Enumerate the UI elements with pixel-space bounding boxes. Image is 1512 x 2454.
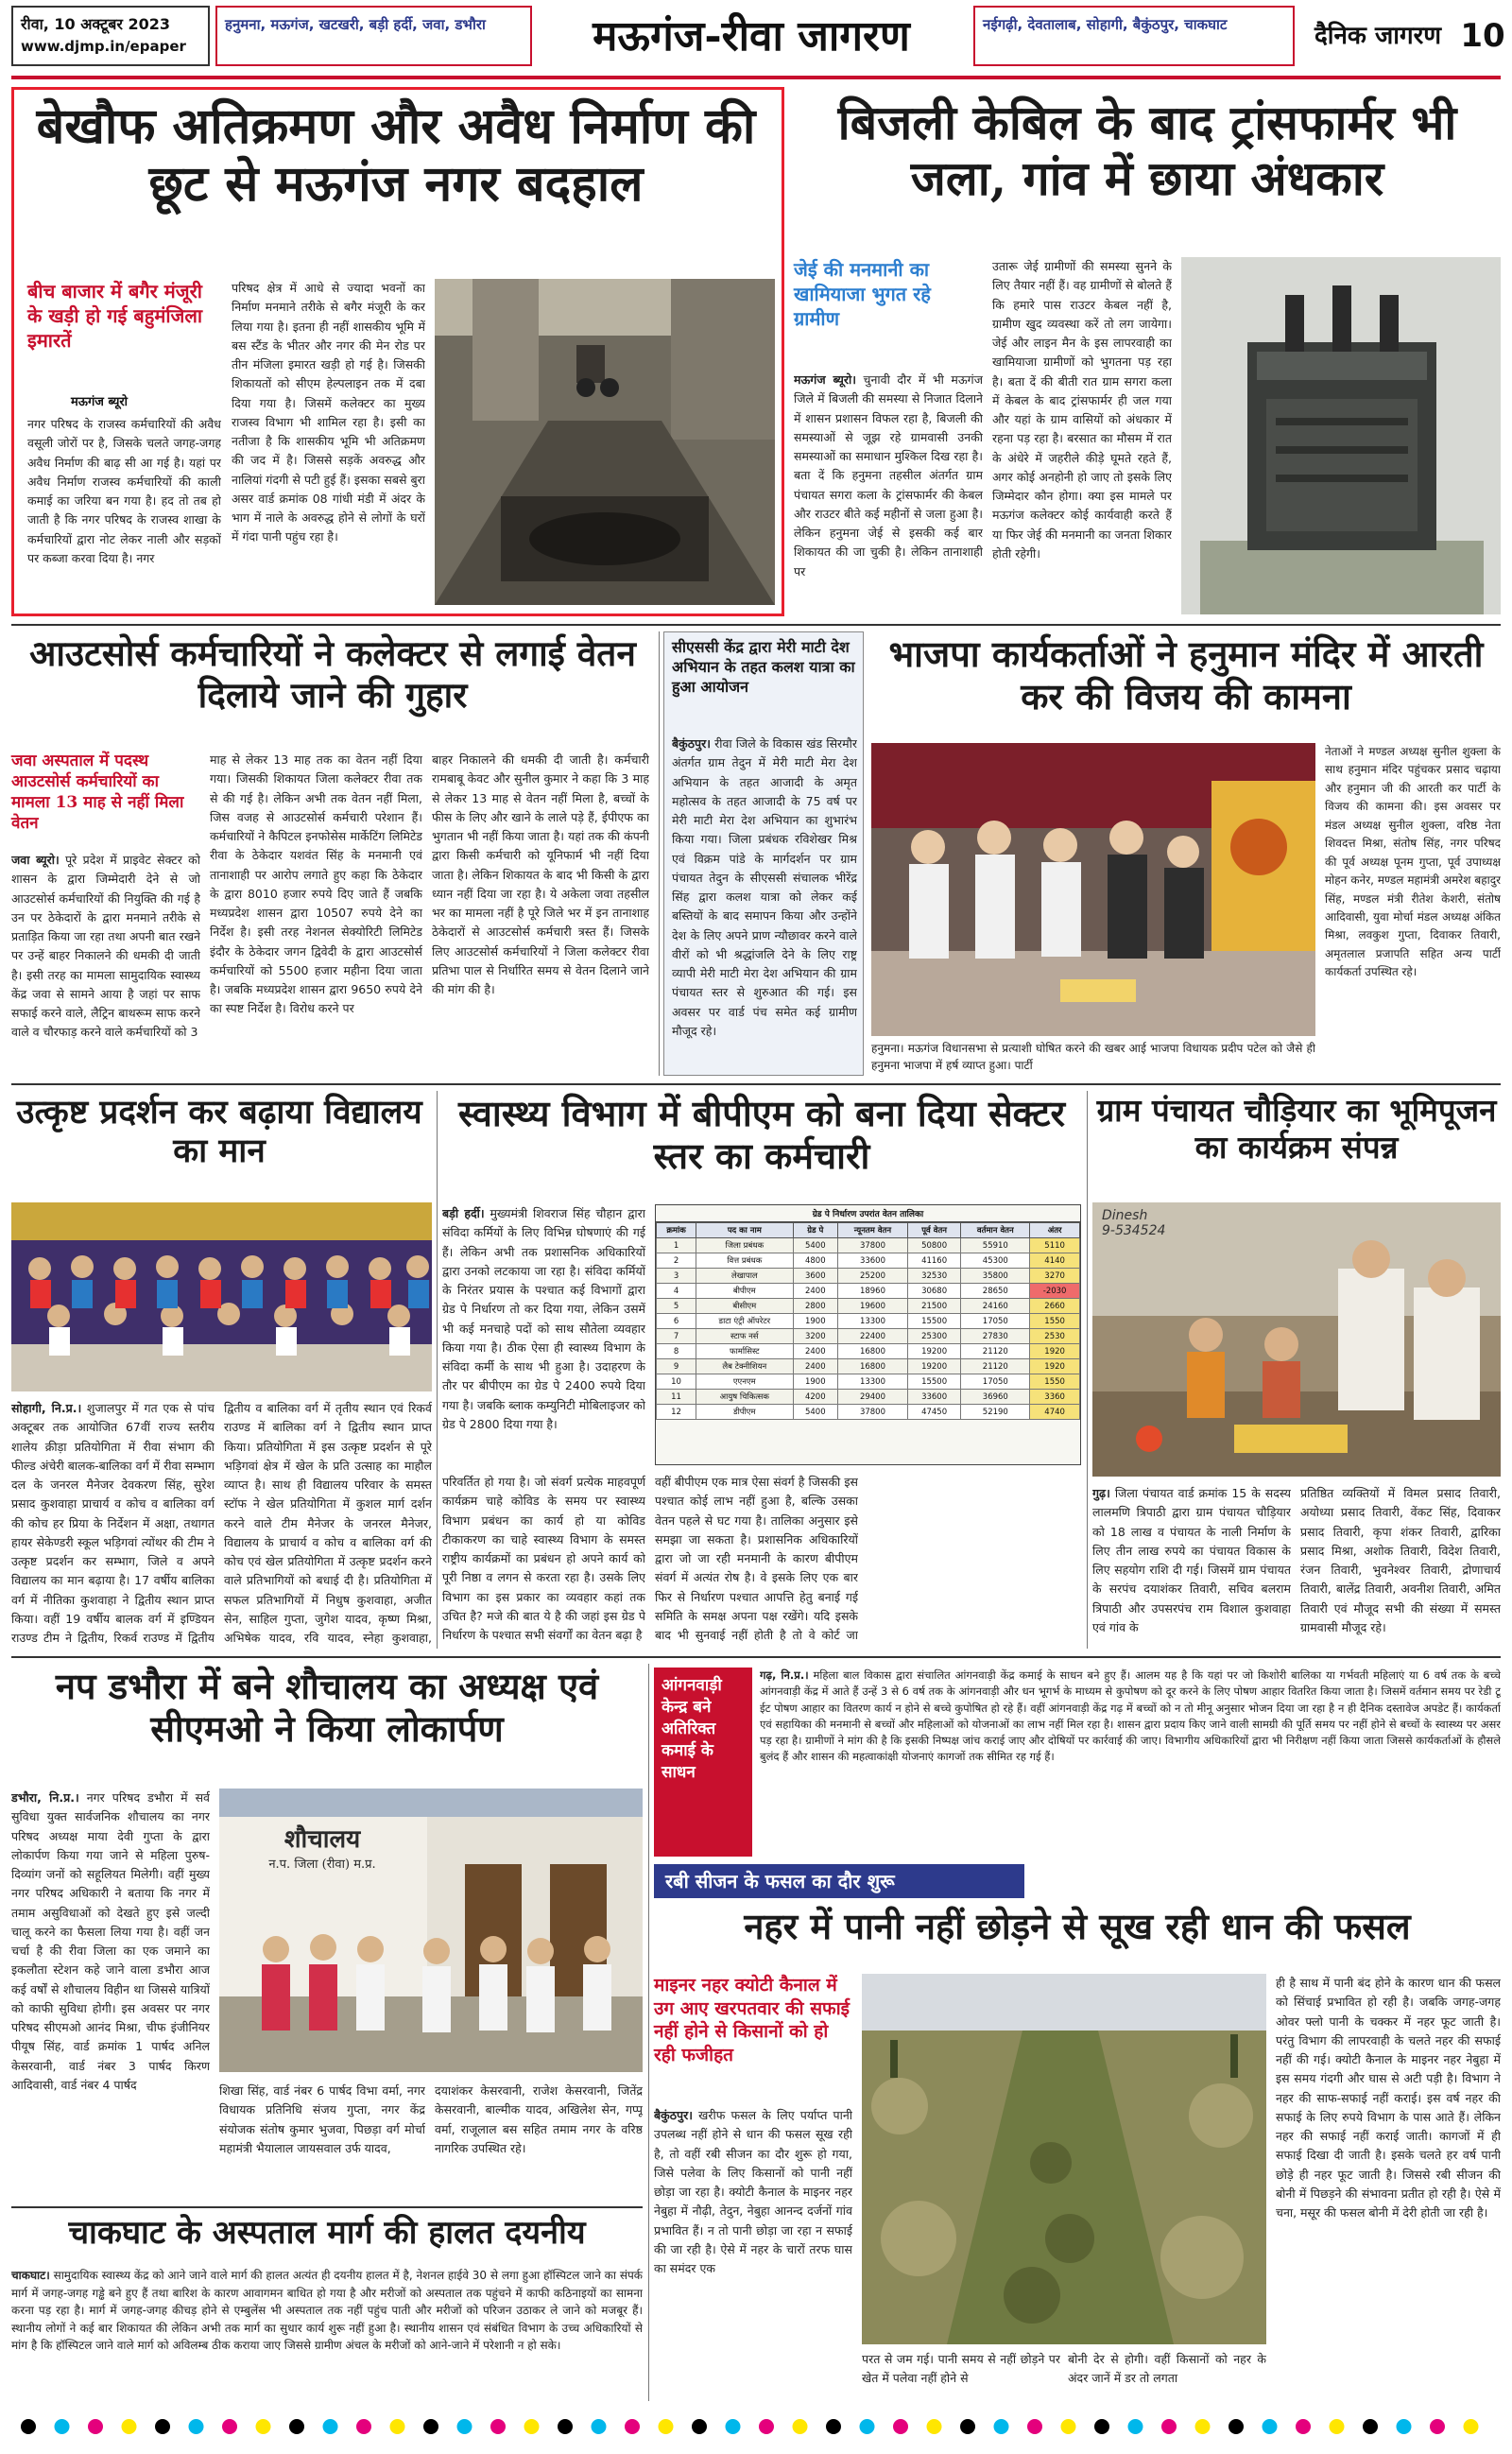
registration-dot bbox=[55, 2419, 70, 2434]
story-school-col1 bbox=[11, 1399, 215, 1647]
pay-table-grid bbox=[656, 1222, 1080, 1420]
registration-dot bbox=[592, 2419, 607, 2434]
story-csc-dateline: बैकुंठपुर। bbox=[672, 736, 711, 751]
pay-table-cell: लैब टेक्नीशियन bbox=[696, 1359, 793, 1374]
pay-table-cell: 55910 bbox=[961, 1238, 1030, 1253]
story-outsource bbox=[11, 631, 654, 1076]
pay-table-cell: 17050 bbox=[961, 1314, 1030, 1329]
pay-table-row bbox=[657, 1238, 1080, 1253]
story-outsource-text-3: बाहर निकालने की धमकी दी जाती है। कर्मचारी रामबाबू केवट और सुनील कुमार ने कहा कि 3 माह से लेकर 13 माह से वेतन नहीं मिला है, बच्चों के फीस के लिए और खाने के लाले पड़े हैं, ईपीएफ का भुगतान भी नहीं किया जाता है। यहां तक की कंपनी द्वारा किसी कर्मचारी को यूनिफार्म भी नहीं दिया जाता है। लेकिन शिकायत के बाद भी किसी के द्वारा ध्यान नहीं दिया जा रहा है। ये अकेला जवा तहसील भर का मामला नहीं है पूरे जिले भर में इन तानाशाह ठेकेदारों से आउटसोर्स कर्मचारी त्रस्त हैं। जिसके लिए आउटसोर्स कर्मचारियों ने जिला कलेक्टर रीवा प्रतिभा पाल से निर्धारित समय से वेतन दिलाने जाने की मांग की है। bbox=[432, 752, 649, 996]
story-canal-dateline: बैकुंठपुर। bbox=[654, 2108, 693, 2122]
pay-table-cell: स्टाफ नर्स bbox=[696, 1329, 793, 1344]
registration-dot bbox=[1330, 2419, 1345, 2434]
pay-table-cell: 2400 bbox=[793, 1284, 838, 1299]
pay-table-cell: बीसीएम bbox=[696, 1299, 793, 1314]
pay-table-row bbox=[657, 1405, 1080, 1420]
pay-table-cell: 45300 bbox=[961, 1253, 1030, 1269]
story-canal-headline: नहर में पानी नहीं छोड़ने से सूख रही धान की फसल bbox=[744, 1905, 1411, 1947]
story-anganwadi-text-wrap bbox=[760, 1668, 1501, 1766]
registration-marks bbox=[11, 2412, 1501, 2441]
story-encroachment-text-2: परिषद क्षेत्र में आधे से ज्यादा भवनों का निर्माण मनमाने तरीके से बगैर मंजूरी के कर लिया गया है। इतना ही नहीं शासकीय भूमि में बस स्टैंड के भीतर और नगर की मेन रोड पर तीन मंजिला इमारत खड़ी हो गई है। जिसकी शिकायतों को सीएम हेल्पलाइन तक में दबा दिया गया है। जिसमें कलेक्टर का मुख्य राजस्व विभाग भी शामिल रहा है। इसी का नतीजा है कि शासकीय भूमि भी अतिक्रमण की जद में है। जिससे सड़कें अवरुद्ध और नालियां गंदगी से पटी हुई हैं। इसका सबसे बुरा असर वार्ड क्रमांक 08 गांधी मंडी में अंदर के भाग में नाले के अवरुद्ध होने से लोगों के घरों में गंदा पानी पहुंच रहा है। bbox=[232, 281, 425, 544]
registration-dot bbox=[1363, 2419, 1378, 2434]
pay-table-cell: 35800 bbox=[961, 1269, 1030, 1284]
story-bpm-dateline: बड़ी हर्दी। bbox=[442, 1206, 485, 1220]
pay-table-cell: 2800 bbox=[793, 1299, 838, 1314]
pay-table-cell: 1920 bbox=[1030, 1359, 1080, 1374]
photo-sign-line-2: 9-534524 bbox=[1102, 1223, 1166, 1238]
pay-table-cell: 6 bbox=[657, 1314, 696, 1329]
story-bpm-text-3: वहीं बीपीएम एक मात्र ऐसा संवर्ग है जिसकी इस पश्चात कोई लाभ नहीं हुआ है, बल्कि उसका वेतन पहले से घट गया है। तालिका अनुसार इसे समझा जा सकता है। प्रशासनिक अधिकारियों द्वारा जो जा रही मनमानी के कारण बीपीएम संवर्ग में अत्यंत रोष है। वे इसके लिए एक बार फिर से निर्धारण पश्चात आपत्ति हेतु बनाई गई समिति के समक्ष अपना पक्ष रखेंगे। यदि इसके बाद भी सुनवाई नहीं होती है तो वे कोर्ट जा bbox=[655, 1475, 858, 1642]
story-school-text-1-wrap bbox=[11, 1399, 215, 1647]
pay-table-cell: 13300 bbox=[838, 1314, 908, 1329]
registration-dot bbox=[692, 2419, 707, 2434]
registration-dot bbox=[1397, 2419, 1412, 2434]
pay-table-row bbox=[657, 1284, 1080, 1299]
pay-table bbox=[655, 1204, 1081, 1465]
rule-2 bbox=[11, 1083, 1501, 1085]
story-csc-textwrap bbox=[672, 734, 857, 1070]
left-towns: हनुमना, मऊगंज, खटखरी, बड़ी हर्दी, जवा, डभौरा bbox=[225, 16, 486, 33]
story-canal-subhead: माइनर नहर क्योटी कैनाल में उग आए खरपतवार की सफाई नहीं होने से किसानों को हो रही फजीहत bbox=[654, 1975, 850, 2066]
pay-table-cell: 5110 bbox=[1030, 1238, 1080, 1253]
registration-dot bbox=[289, 2419, 304, 2434]
pay-table-cell: 1550 bbox=[1030, 1314, 1080, 1329]
issue-date: रीवा, 10 अक्टूबर 2023 bbox=[21, 15, 171, 33]
story-bjp-text: नेताओं ने मण्डल अध्यक्ष सुनील शुक्ला के साथ हनुमान मंदिर पहुंचकर प्रसाद चढ़ाया और हनुमान जी की आरती कर पार्टी के विजय की कामना की। इस अवसर पर मंडल अध्यक्ष सुनील शुक्ला, वरिष्ठ नेता शिवदत्त मिश्रा, संतोष सिंह, नगर परिषद की पूर्व अध्यक्ष पूनम गुप्ता, पूर्व उपाध्यक्ष मोहन कनेर, मण्डल महामंत्री अमरेश बहादुर सिंह, मण्डल मंत्री रीतेश केशरी, संतोष आदिवासी, युवा मोर्चा मंडल अध्यक्ष अंकित मिश्रा, लवकुश गुप्ता, दिवाकर तिवारी, अमृतलाल प्रजापति सहित अन्य पार्टी कार्यकर्ता उपस्थित रहे। bbox=[1325, 745, 1501, 979]
canal-photo bbox=[862, 1974, 1266, 2344]
pay-table-row bbox=[657, 1374, 1080, 1390]
photo-sign-line-1: Dinesh bbox=[1102, 1208, 1148, 1223]
pay-table-cell: लेखापाल bbox=[696, 1269, 793, 1284]
pay-table-cell: 2400 bbox=[793, 1344, 838, 1359]
pay-table-cell: आयुष चिकित्सक bbox=[696, 1390, 793, 1405]
registration-dot bbox=[1430, 2419, 1445, 2434]
left-towns-box bbox=[215, 6, 532, 66]
pay-table-cell: 11 bbox=[657, 1390, 696, 1405]
story-chakghat bbox=[11, 2206, 643, 2401]
pay-table-cell: 4 bbox=[657, 1284, 696, 1299]
story-outsource-text-1: पूरे प्रदेश में प्राइवेट सेक्टर को शासन के द्वारा जिम्मेदारी देने से जो आउटसोर्स कर्मचारियों की नियुक्ति की गई है उन पर ठेकेदारों के द्वारा मनमाने तरीके से प्रताड़ित किया जा रहा तथा अपनी बात रखने पर उन्हें बाहर निकालने की धमकी दी जाती है। इसी तरह का मामला सामुदायिक स्वास्थ्य केंद्र जवा से सामने आया है जहां पर साफ सफाई करने वाले, लैट्रिन बाथरूम साफ करने वाले व चौरफाड़ करने वाले कर्मचारियों को 3 bbox=[11, 853, 200, 1040]
pay-table-cell: एएनएम bbox=[696, 1374, 793, 1390]
registration-dot bbox=[927, 2419, 942, 2434]
story-bhoomipujan bbox=[1092, 1091, 1501, 1649]
pay-table-cell: 19200 bbox=[907, 1344, 961, 1359]
pay-table-cell: फार्मासिस्ट bbox=[696, 1344, 793, 1359]
date-box bbox=[11, 6, 210, 66]
registration-dot bbox=[21, 2419, 36, 2434]
story-toilet-text-1: नगर परिषद डभौरा में सर्व सुविधा युक्त सार्वजनिक शौचालय का नगर परिषद अध्यक्ष माया देवी गुप्ता के द्वारा लोकार्पण किया गया जाने से महिला पुरुष-दिव्यांग जनों को सहूलियत मिलेगी। वहीं मुख्य नगर परिषद अधिकारी ने बताया कि नगर में तमाम असुविधाओं को देखते हुए इसे जल्दी चालू करने का फैसला लिया गया है। वहीं जन चर्चा है की रीवा जिला का एक जमाने का इकलौता स्टेशन कहे जाने वाला डभौरा आज कई वर्षों से शौचालय विहीन था जिससे यात्रियों को काफी सुविधा होगी। इस अवसर पर नगर परिषद सीएमओ आनंद मिश्रा, चीफ इंजीनियर पीयूष सिंह, वार्ड क्रमांक 1 पार्षद अनिल केसरवानी, वार्ड नंबर 3 पार्षद किरण आदिवासी, वार्ड नंबर 4 पार्षद bbox=[11, 1790, 210, 2092]
story-bjp bbox=[871, 631, 1501, 1076]
registration-dot bbox=[390, 2419, 405, 2434]
story-transformer-text-2: उतारू जेई ग्रामीणों की समस्या सुनने के लिए तैयार नहीं हैं। वह ग्रामीणों से बोलते हैं कि हमारे पास राउटर केबल नहीं है, ग्रामीण खुद व्यवस्था करें तो लग जायेगा। जेई और लाइन मैन के इस लापरवाही का खामियाजा ग्रामीणों को भुगतना पड़ रहा है। बता दें की बीती रात ग्राम सगरा कला में केबल के बाद ट्रांसफार्मर ही जल गया और यहां के ग्राम वासियों को अंधकार में रहना पड़ रहा है। बरसात का मौसम में रात के अंधेरे में जहरीले कीड़े घूमते रहते हैं, अगर कोई अनहोनी हो जाए तो इसके लिए जिम्मेदार कौन होगा। क्या इस मामले पर मऊगंज कलेक्टर कोई कार्यवाही करते हैं या फिर जेई की मनमानी का जनता शिकार होती रहेगी। bbox=[992, 259, 1172, 561]
pay-table-cell: 3270 bbox=[1030, 1269, 1080, 1284]
story-anganwadi bbox=[654, 1664, 1501, 1860]
story-outsource-text-1-wrap bbox=[11, 851, 200, 1043]
story-csc-text: रीवा जिले के विकास खंड सिरमौर अंतर्गत ग्राम तेदुन में मेरी माटी मेरा देश अभियान के तहत आजादी के अमृत महोत्सव के तहत आजादी के 75 वर्ष पर मेरी माटी मेरा देश अभियान का शुभारंभ किया गया। जिला प्रबंधक रविशेखर मिश्र एवं विक्रम पांडे के मार्गदर्शन पर ग्राम पंचायत तेदुन के सीएससी संचालक भीरेंद्र सिंह द्वारा कलश यात्रा को लेकर कई बस्तियों के बाद समापन किया और उन्होंने देश के लिए अपने प्राण न्यौछावर करने वाले वीरों को भी श्रद्धांजलि देने के लिए राष्ट्र व्यापी मेरी माटी मेरा देश अभियान की ग्राम पंचायत स्तर से शुरुआत की गई। इस अवसर पर वार्ड पंच समेत कई ग्रामीण मौजूद रहे। bbox=[672, 736, 857, 1038]
story-toilet-text-2: शिखा सिंह, वार्ड नंबर 6 पार्षद विभा वर्मा, नगर विधायक प्रतिनिधि संजय गुप्ता, नगर केंद्र संयोजक संतोष कुमार भुजवा, पिछड़ा वर्ग मोर्चा महामंत्री भैयालाल जायसवाल उर्फ यादव, bbox=[219, 2083, 425, 2155]
story-canal-text-4: ही है साथ में पानी बंद होने के कारण धान की फसल को सिंचाई प्रभावित हो रही है। जबकि जगह-जगह ओवर फ्लो पानी के चक्कर में नहर फूट जाती है। परंतु विभाग की लापरवाही के चलते नहर की सफाई नहीं की गई। क्योटी कैनाल के माइनर नहर नेबुहा में इस समय गंदगी और घास से अटी पड़ी है। विभाग ने नहर की साफ-सफाई नहीं कराई। इस वर्ष नहर की सफाई के लिए रुपये विभाग के पास आते हैं। लेकिन नहर की सफाई नहीं कराई जाती। कागजों में ही सफाई दिखा दी जाती है। इसके चलते हर वर्ष पानी छोड़े ही नहर फूट जाती है। जिससे रबी सीजन की बोनी में पिछड़ने की संभावना प्रतीत हो रही है। ऐसे में चना, मसूर की फसल बोनी में देरी होती जा रही है। bbox=[1276, 1976, 1501, 2220]
pay-table-cell: 15500 bbox=[907, 1314, 961, 1329]
pay-table-cell: 3360 bbox=[1030, 1390, 1080, 1405]
pay-table-row bbox=[657, 1344, 1080, 1359]
pay-table-header: क्रमांक bbox=[657, 1223, 696, 1238]
pay-table-cell: डाटा एंट्री ऑपरेटर bbox=[696, 1314, 793, 1329]
pay-table-header: अंतर bbox=[1030, 1223, 1080, 1238]
pay-table-cell: 36960 bbox=[961, 1390, 1030, 1405]
pay-table-cell: 37800 bbox=[838, 1405, 908, 1420]
registration-dot bbox=[1061, 2419, 1076, 2434]
story-toilet-text-1-wrap bbox=[11, 1789, 210, 2095]
story-bjp-caption-text: हनुमना। मऊगंज विधानसभा से प्रत्याशी घोषित करने की खबर आई भाजपा विधायक प्रदीप पटेल को जैसे ही हनुमना भाजपा में हर्ष व्याप्त हुआ। पार्टी bbox=[871, 1042, 1315, 1072]
story-chakghat-text-wrap bbox=[11, 2267, 643, 2355]
registration-dot bbox=[423, 2419, 438, 2434]
story-toilet-dateline: डभौरा, नि.प्र.। bbox=[11, 1790, 79, 1805]
story-chakghat-dateline: चाकघाट। bbox=[11, 2269, 50, 2282]
pay-table-cell: 41160 bbox=[907, 1253, 961, 1269]
pay-table-cell: 4140 bbox=[1030, 1253, 1080, 1269]
pay-table-cell: डीपीएम bbox=[696, 1405, 793, 1420]
canal-banner bbox=[654, 1864, 1024, 1898]
registration-dot bbox=[490, 2419, 506, 2434]
masthead bbox=[0, 0, 1512, 74]
pay-table-cell: 2530 bbox=[1030, 1329, 1080, 1344]
pay-table-cell: 19200 bbox=[907, 1359, 961, 1374]
pay-table-cell: 3600 bbox=[793, 1269, 838, 1284]
story-canal-text-1: खरीफ फसल के लिए पर्याप्त पानी उपलब्ध नहीं होने से धान की फसल सूख रही है, तो वहीं रबी सीजन का दौर शुरू हो गया, जिसे पलेवा के लिए किसानों को पानी नहीं छोड़ा जा रहा है। क्योटी कैनाल के माइनर नहर नेबुहा में नौढ़ी, तेदुन, नेबुहा आनन्द दर्जनों गांव प्रभावित हैं। न तो पानी छोड़ा जा रहा न सफाई की जा रही है। ऐसे में नहर के चारों तरफ घास का समंदर एक bbox=[654, 2108, 852, 2275]
photo-sign bbox=[1102, 1208, 1165, 1238]
pay-table-cell: 52190 bbox=[961, 1405, 1030, 1420]
registration-dot bbox=[356, 2419, 371, 2434]
story-bpm-col1 bbox=[442, 1204, 645, 1465]
registration-dot bbox=[793, 2419, 808, 2434]
story-toilet-headline: नप डभौरा में बने शौचालय का अध्यक्ष एवं सीएमओ ने किया लोकार्पण bbox=[55, 1665, 599, 1750]
rule-v1 bbox=[659, 631, 660, 1076]
pay-table-cell: 21500 bbox=[907, 1299, 961, 1314]
registration-dot bbox=[524, 2419, 540, 2434]
story-transformer-dateline: मऊगंज ब्यूरो। bbox=[794, 372, 857, 387]
bhoomipujan-photo bbox=[1092, 1202, 1501, 1477]
pay-table-cell: 25300 bbox=[907, 1329, 961, 1344]
story-toilet-text-3: दयाशंकर केसरवानी, राजेश केसरवानी, जितेंद्र केसरवानी, बाल्मीक यादव, अखिलेश सेन, गप्पू वर्मा, राजूलाल बस सहित तमाम नगर के वरिष्ठ नागरिक उपस्थित रहे। bbox=[435, 2083, 643, 2155]
pay-table-cell: 9 bbox=[657, 1359, 696, 1374]
story-transformer-col1 bbox=[794, 371, 983, 614]
pay-table-cell: 33600 bbox=[907, 1390, 961, 1405]
pay-table-cell: 18960 bbox=[838, 1284, 908, 1299]
toilet-sign bbox=[232, 1821, 412, 1872]
pay-table-cell: 4800 bbox=[793, 1253, 838, 1269]
registration-dot bbox=[625, 2419, 640, 2434]
registration-dot bbox=[122, 2419, 137, 2434]
registration-dot bbox=[860, 2419, 875, 2434]
masthead-title: मऊगंज-रीवा जागरण bbox=[593, 12, 910, 60]
registration-dot bbox=[1228, 2419, 1244, 2434]
pay-table-header: न्यूनतम वेतन bbox=[838, 1223, 908, 1238]
story-anganwadi-dateline: गढ़, नि.प्र.। bbox=[760, 1668, 809, 1682]
pay-table-cell: 5 bbox=[657, 1299, 696, 1314]
story-bpm-text-1-wrap bbox=[442, 1204, 645, 1434]
pay-table-cell: 1550 bbox=[1030, 1374, 1080, 1390]
story-school-headline: उत्कृष्ट प्रदर्शन कर बढ़ाया विद्यालय का मान bbox=[16, 1093, 422, 1171]
registration-dot bbox=[256, 2419, 271, 2434]
story-bjp-caption bbox=[871, 1040, 1315, 1074]
story-school-text-2: द्वितीय व बालिका वर्ग में तृतीय स्थान एवं रिकर्व राउण्ड में बालिका वर्ग ने द्वितीय स्थान प्राप्त किया। प्रतियोगिता में इस उत्कृष्ट प्रदर्शन से पूरे भड़िगवां क्षेत्र में खेल के प्रति उत्साह का माहौल व्याप्त है। साथ ही विद्यालय परिवार के समस्त स्टॉफ ने खेल प्रतियोगिता में कुशल मार्ग दर्शन करने वाले टीम मैनेजर के जनरल मैनेजर, विद्यालय के प्राचार्य व कोच व बालिका वर्ग की कोच एवं खेल प्रतियोगिता में उत्कृष्ट प्रदर्शन करने वाले प्रतिभागियों को बधाई दी है। प्रतियोगिता में सफल प्रतिभागियों में निधुष कुशवाहा, अजीत सेन, साहिल गुप्ता, जुगेश यादव, कृष्ण मिश्रा, अभिषेक यादव, रवि यादव, स्नेहा कुशवाहा, bbox=[224, 1401, 432, 1645]
pay-table-cell: 16800 bbox=[838, 1359, 908, 1374]
story-chakghat-headline: चाकघाट के अस्पताल मार्ग की हालत दयनीय bbox=[68, 2214, 586, 2252]
story-transformer-headline: बिजली केबिल के बाद ट्रांसफार्मर भी जला, गांव में छाया अंधकार bbox=[837, 95, 1457, 206]
registration-dot bbox=[826, 2419, 841, 2434]
pay-table-cell: 21120 bbox=[961, 1359, 1030, 1374]
pay-table-cell: 47450 bbox=[907, 1405, 961, 1420]
bjp-temple-photo bbox=[871, 743, 1315, 1036]
story-chakghat-textwrap bbox=[11, 2267, 643, 2401]
story-csc bbox=[663, 631, 864, 1076]
pay-table-cell: 33600 bbox=[838, 1253, 908, 1269]
registration-dot bbox=[323, 2419, 338, 2434]
pay-table-header: पद का नाम bbox=[696, 1223, 793, 1238]
registration-dot bbox=[759, 2419, 774, 2434]
rule-v2 bbox=[437, 1091, 438, 1649]
story-outsource-dateline: जवा ब्यूरो। bbox=[11, 853, 60, 867]
story-bpm bbox=[442, 1091, 1081, 1649]
story-csc-text-wrap bbox=[672, 734, 857, 1041]
rule-1 bbox=[11, 624, 1501, 626]
paper-name: दैनिक जागरण bbox=[1314, 22, 1442, 50]
pay-table-cell: 15500 bbox=[907, 1374, 961, 1390]
pay-table-cell: 10 bbox=[657, 1374, 696, 1390]
story-encroachment-headline: बेखौफ अतिक्रमण और अवैध निर्माण की छूट से मऊगंज नगर बदहाल bbox=[36, 97, 756, 214]
right-towns: नईगढ़ी, देवतालाब, सोहागी, बैकुंठपुर, चाकघाट bbox=[983, 16, 1228, 33]
pay-table-cell: 8 bbox=[657, 1344, 696, 1359]
story-bhoomipujan-text-1: जिला पंचायत वार्ड क्रमांक 15 के सदस्य लालमणि त्रिपाठी द्वारा ग्राम पंचायत चौड़ियार को 18 लाख व पंचायत के नाली निर्माण के लिए तीन लाख रुपये का पंचायत विकास के लिए सहयोग राशि दी गई। जिसमें ग्राम पंचायत के सरपंच दयाशंकर तिवारी, सचिव बलराम त्रिपाठी और उपसरपंच राम विशाल कुशवाहा एवं गांव के bbox=[1092, 1486, 1291, 1634]
registration-dot bbox=[222, 2419, 237, 2434]
story-encroachment-subhead: बीच बाजार में बगैर मंजूरी के खड़ी हो गई बहुमंजिला इमारतें bbox=[27, 280, 203, 352]
pay-table-cell: 50800 bbox=[907, 1238, 961, 1253]
masthead-rule bbox=[11, 76, 1501, 79]
story-toilet bbox=[11, 1664, 643, 2203]
pay-table-cell: 3200 bbox=[793, 1329, 838, 1344]
pay-table-row bbox=[657, 1299, 1080, 1314]
pay-table-cell: 7 bbox=[657, 1329, 696, 1344]
pay-table-cell: 3 bbox=[657, 1269, 696, 1284]
canal-banner-text: रबी सीजन के फसल का दौर शुरू bbox=[665, 1870, 895, 1892]
pay-table-cell: 12 bbox=[657, 1405, 696, 1420]
registration-dot bbox=[88, 2419, 103, 2434]
registration-dot bbox=[960, 2419, 975, 2434]
pay-table-cell: वित्त प्रबंधक bbox=[696, 1253, 793, 1269]
pay-table-cell: 1920 bbox=[1030, 1344, 1080, 1359]
pay-table-cell: 28650 bbox=[961, 1284, 1030, 1299]
story-bhoomipujan-headline: ग्राम पंचायत चौड़ियार का भूमिपूजन का कार्यक्रम संपन्न bbox=[1096, 1092, 1497, 1166]
story-outsource-subhead: जवा अस्पताल में पदस्थ आउटसोर्स कर्मचारियों का मामला 13 माह से नहीं मिला वेतन bbox=[11, 752, 184, 834]
story-encroachment bbox=[11, 87, 784, 616]
pay-table-cell: 19600 bbox=[838, 1299, 908, 1314]
pay-table-cell: 21120 bbox=[961, 1344, 1030, 1359]
rule-3 bbox=[11, 1656, 1501, 1658]
encroachment-photo bbox=[435, 279, 775, 605]
registration-dot bbox=[1195, 2419, 1211, 2434]
registration-dot bbox=[1263, 2419, 1278, 2434]
registration-dot bbox=[558, 2419, 573, 2434]
registration-dot bbox=[1296, 2419, 1311, 2434]
pay-table-header: ग्रेड पे bbox=[793, 1223, 838, 1238]
registration-dot bbox=[726, 2419, 741, 2434]
registration-dot bbox=[1094, 2419, 1109, 2434]
story-transformer-text-1-wrap bbox=[794, 371, 983, 581]
pay-table-cell: 29400 bbox=[838, 1390, 908, 1405]
toilet-photo bbox=[219, 1789, 643, 2072]
pay-table-cell: 13300 bbox=[838, 1374, 908, 1390]
pay-table-header: वर्तमान वेतन bbox=[961, 1223, 1030, 1238]
registration-dot bbox=[1027, 2419, 1042, 2434]
pay-table-cell: 4200 bbox=[793, 1390, 838, 1405]
registration-strip bbox=[11, 2412, 1501, 2441]
registration-dot bbox=[189, 2419, 204, 2434]
pay-table-title: ग्रेड पे निर्धारण उपरांत वेतन तालिका bbox=[656, 1205, 1080, 1222]
story-school bbox=[11, 1091, 432, 1649]
pay-table-row bbox=[657, 1329, 1080, 1344]
pay-table-cell: 5400 bbox=[793, 1405, 838, 1420]
story-bhoomipujan-col1 bbox=[1092, 1484, 1291, 1647]
story-bhoomipujan-text-2: प्रतिष्ठित व्यक्तियों में विमल प्रसाद तिवारी, अयोध्या प्रसाद तिवारी, वेंकट सिंह, दिवाकर प्रसाद तिवारी, कृपा शंकर तिवारी, द्वारिका प्रसाद मिश्रा, अशोक तिवारी, विदेश तिवारी, रंजन तिवारी, भुवनेश्वर तिवारी, द्रोणाचार्य तिवारी, बालेंद्र तिवारी, अवनीश तिवारी, अमित तिवारी एवं मौजूद सभी की संख्या में समस्त ग्रामवासी मौजूद रहे। bbox=[1300, 1486, 1501, 1634]
pay-table-cell: -2030 bbox=[1030, 1284, 1080, 1299]
pay-table-cell: 5400 bbox=[793, 1238, 838, 1253]
pay-table-cell: 30680 bbox=[907, 1284, 961, 1299]
pay-table-row bbox=[657, 1253, 1080, 1269]
story-outsource-col1 bbox=[11, 851, 200, 1074]
registration-dot bbox=[994, 2419, 1009, 2434]
pay-table-cell: 2660 bbox=[1030, 1299, 1080, 1314]
story-canal-text-2: परत से जम गई। पानी समय से नहीं छोड़ने पर खेत में पलेवा नहीं होने से bbox=[862, 2352, 1060, 2386]
registration-dot bbox=[659, 2419, 674, 2434]
story-anganwadi-textwrap bbox=[760, 1668, 1501, 1857]
epaper-url: www.djmp.in/epaper bbox=[21, 38, 186, 55]
pay-table-cell: बीपीएम bbox=[696, 1284, 793, 1299]
story-bpm-headline: स्वास्थ्य विभाग में बीपीएम को बना दिया सेक्टर स्तर का कर्मचारी bbox=[457, 1092, 1066, 1177]
pay-table-row bbox=[657, 1314, 1080, 1329]
pay-table-cell: 32530 bbox=[907, 1269, 961, 1284]
story-anganwadi-text: महिला बाल विकास द्वारा संचालित आंगनवाड़ी केंद्र कमाई के साधन बने हुए हैं। आलम यह है कि यहां पर जो किशोरी बालिका या गर्भवती महिलाएं या 6 वर्ष तक के बच्चे आंगनवाड़ी केंद्र में आते हैं उन्हें 3 से 6 वर्ष तक के आंगनवाड़ी और धन भूगर्भ के माध्यम से कुपोषण को दूर करने के लिए पोषण आहार वितरित किया जाता है। जिसमें वर्तमान समय पर रेडी टू ईट पोषण आहार का वितरण कार्य न होने से बच्चे कुपोषित हो रहे हैं। वहीं आंगनवाड़ी केंद्र गढ़ में बच्चों को न तो मीनू अनुसार भोजन दिया जा रहा है न ही दैनिक दस्तावेज अपडेट हैं। कार्यकर्ता एवं सहायिका की मनमानी से बच्चों और महिलाओं को योजनाओं का लाभ नहीं मिल रहा है। शासन द्वारा प्रदाय किए जाने वाली सामग्री की पूर्ति समय पर नहीं होने से बच्चों के स्वास्थ्य पर असर पड़ रहा है। ग्रामीणों ने मांग की है कि इसकी निष्पक्ष जांच कराई जाए और दोषियों पर कार्रवाई की जाए। विभागीय अधिकारियों द्वारा भी निरीक्षण नहीं किया जाता जिससे कार्यकर्ताओं के हौसले बुलंद हैं और शासन की महत्वाकांक्षी योजनाएं कागजों तक सीमित रह गई हैं। bbox=[760, 1668, 1501, 1764]
pay-table-cell: 1900 bbox=[793, 1374, 838, 1390]
story-canal-text-3: बोनी देर से होगी। वहीं किसानों को नहर के अंदर जानें में डर तो लगता bbox=[1068, 2352, 1266, 2386]
pay-table-cell: 22400 bbox=[838, 1329, 908, 1344]
story-bhoomipujan-dateline: गुढ़। bbox=[1092, 1486, 1110, 1500]
registration-dot bbox=[893, 2419, 908, 2434]
pay-table-cell: 1 bbox=[657, 1238, 696, 1253]
story-chakghat-text: सामुदायिक स्वास्थ्य केंद्र को आने जाने वाले मार्ग की हालत अत्यंत ही दयनीय हालत में है, नेशनल हाईवे 30 से लगा हुआ हॉस्पिटल जाने का संपर्क मार्ग में जगह-जगह गड्ढे बने हुए हैं तथा बारिश के कारण आवागमन बाधित हो गया है और मरीजों को अस्पताल तक पहुंचने में काफी कठिनाइयों का सामना करना पड़ रहा है। मार्ग में जगह-जगह कीचड़ होने से एम्बुलेंस भी अस्पताल तक नहीं पहुंच पाती और मरीजों को परिजन उठाकर ले जाने को मजबूर हैं। स्थानीय लोगों ने कई बार शिकायत की लेकिन अभी तक मार्ग का सुधार कार्य शुरू नहीं हुआ है। स्थानीय शासन एवं संबंधित विभाग के उच्च अधिकारियों से मांग है कि हॉस्पिटल जाने वाले मार्ग को अविलम्ब ठीक कराया जाए जिससे ग्रामीण अंचल के मरीजों को आने-जाने में परेशानी न हो सके। bbox=[11, 2269, 643, 2353]
pay-table-row bbox=[657, 1359, 1080, 1374]
story-school-dateline: सोहागी, नि.प्र.। bbox=[11, 1401, 82, 1415]
pay-table-cell: 24160 bbox=[961, 1299, 1030, 1314]
story-encroachment-text-1: नगर परिषद के राजस्व कर्मचारियों की अवैध वसूली जोरों पर है, जिसके चलते जगह-जगह अवैध निर्माण की बाढ़ सी आ गई है। यहां पर अवैध निर्माण राजस्व कर्मचारियों की काली कमाई का जरिया बन गया है। हद तो तब हो जाती है कि नगर परिषद के राजस्व शाखा के कर्मचारियों द्वारा नोट लेकर नाली और सड़कों पर कब्जा करवा दिया है। नगर bbox=[27, 417, 221, 565]
story-bjp-headline: भाजपा कार्यकर्ताओं ने हनुमान मंदिर में आरती कर की विजय की कामना bbox=[888, 632, 1484, 717]
pay-table-cell: 25200 bbox=[838, 1269, 908, 1284]
registration-dot bbox=[1128, 2419, 1143, 2434]
pay-table-cell: 4740 bbox=[1030, 1405, 1080, 1420]
story-transformer-text-1: चुनावी दौर में भी मऊगंज जिले में बिजली की समस्या से निजात दिलाने में शासन प्रशासन विफल रहा है, बिजली की समस्याओं से जूझ रहे ग्रामवासी उनकी समस्याओं का समाधान मुश्किल दिख रहा है। बता दें कि हनुमना तहसील अंतर्गत ग्राम पंचायत सगरा कला के ट्रांसफार्मर की केबल और राउटर बीते कई महीनों से जला हुआ है। लेकिन हनुमना जेई से इसकी कई बार शिकायत की जा चुकी है। लेकिन तानाशाही पर bbox=[794, 372, 983, 579]
story-canal-col1 bbox=[654, 2106, 852, 2394]
story-bpm-text-1: मुख्यमंत्री शिवराज सिंह चौहान द्वारा संविदा कर्मियों के लिए विभिन्न घोषणाएं की गई हैं। लेकिन अभी तक प्रशासनिक अधिकारियों द्वारा उनको लटकाया जा रहा है। संविदा कर्मियों के निरंतर प्रयास के पश्चात कई विभागों द्वारा ग्रेड पे निर्धारण तो कर दिया गया, लेकिन उसमें भी कई मनचाहे पदों को साथ सौतेला व्यवहार किया गया है। ठीक ऐसा ही स्वास्थ्य विभाग के संविदा कर्मी के साथ भी हुआ है। उदाहरण के तौर पर बीपीएम का ग्रेड पे 2400 रुपये दिया गया है। जबकि ब्लाक कम्युनिटी मोबिलाइजर को ग्रेड पे 2800 दिया गया है। bbox=[442, 1206, 645, 1431]
pay-table-cell: 27830 bbox=[961, 1329, 1030, 1344]
story-outsource-text-2: माह से लेकर 13 माह तक का वेतन नहीं दिया गया। जिसकी शिकायत जिला कलेक्टर रीवा तक से की गई है। लेकिन अभी तक वेतन नहीं मिला, जिस वजह से आउटसोर्स कर्मचारी परेशान हैं। कर्मचारियों ने कैपिटल इनफोसेस मार्केटिंग लिमिटेड रीवा के ठेकेदार यशवंत सिंह के मनमानी एवं तानाशाही पर आरोप लगाते हुए कहा कि ठेकेदार के द्वारा 8010 हजार रुपये दिए जाते हैं जबकि मध्यप्रदेश शासन द्वारा 10507 रुपये देने का निर्देश है। इसी तरह नेशनल सेक्योरिटी लिमिटेड इंदौर के ठेकेदार जगन द्विवेदी के द्वारा आउटसोर्स कर्मचारियों को 5500 हजार महीना दिया जाता है। जबकि मध्यप्रदेश शासन द्वारा 9650 रुपये देने का स्पष्ट निर्देश है। विरोध करने पर bbox=[210, 752, 422, 1016]
story-school-text-1: शुजालपुर में गत एक से पांच अक्टूबर तक आयोजित 67वीं राज्य स्तरीय शालेय क्रीड़ा प्रतियोगिता में रीवा संभाग की फील्ड अंचेरी बालक-बालिका वर्ग में रीवा सम्भाग दल के जनरल मैनेजर देवकरण सिंह, सुरेश प्रसाद कुशवाहा प्राचार्य व कोच व बालिका वर्ग की कोच हर प्रिया के निर्देशन में अक्षा, तथागत हायर सेकेण्डरी स्कूल भड़िगवां त्योंथर की टीम ने उत्कृष्ट प्रदर्शन कर सम्भाग, जिले व अपने विद्यालय का मान बढ़ाया है। 17 वर्षीय बालिका वर्ग में नीतिका कुशवाहा ने द्वितीय स्थान प्राप्त किया। वहीं 19 वर्षीय बालक वर्ग में इण्डियन राउण्ड टीम ने द्वितीय, रिकर्व राउण्ड में द्वितीय bbox=[11, 1401, 215, 1645]
story-outsource-headline: आउटसोर्स कर्मचारियों ने कलेक्टर से लगाई वेतन दिलाये जाने की गुहार bbox=[29, 632, 636, 716]
rule-v3 bbox=[1087, 1091, 1088, 1649]
pay-table-cell: 17050 bbox=[961, 1374, 1030, 1390]
registration-dot bbox=[457, 2419, 472, 2434]
pay-table-cell: 1900 bbox=[793, 1314, 838, 1329]
story-bhoomipujan-text-1-wrap bbox=[1092, 1484, 1291, 1637]
pay-table-cell: 16800 bbox=[838, 1344, 908, 1359]
story-transformer bbox=[794, 87, 1501, 616]
story-encroachment-byline: मऊगंज ब्यूरो bbox=[71, 395, 129, 409]
registration-dot bbox=[155, 2419, 170, 2434]
pay-table-cell: 37800 bbox=[838, 1238, 908, 1253]
anganwadi-label-box bbox=[654, 1668, 752, 1857]
story-toilet-col1 bbox=[11, 1789, 210, 2201]
transformer-photo bbox=[1181, 257, 1501, 614]
anganwadi-label: आंगनवाड़ी केन्द्र बने अतिरिक्त कमाई के साधन bbox=[662, 1676, 722, 1782]
pay-table-cell: 2 bbox=[657, 1253, 696, 1269]
rule-v4 bbox=[648, 1664, 649, 2401]
toilet-sign-subtitle: न.प. जिला (रीवा) म.प्र. bbox=[268, 1858, 376, 1872]
pay-table-cell: 2400 bbox=[793, 1359, 838, 1374]
pay-table-row bbox=[657, 1390, 1080, 1405]
toilet-sign-title: शौचालय bbox=[284, 1825, 361, 1854]
page-number: 10 bbox=[1460, 17, 1505, 55]
story-csc-headline: सीएससी केंद्र द्वारा मेरी माटी देश अभियान के तहत कलश यात्रा का हुआ आयोजन bbox=[672, 638, 855, 696]
story-canal bbox=[654, 1864, 1501, 2394]
pay-table-row bbox=[657, 1269, 1080, 1284]
right-towns-box bbox=[973, 6, 1295, 66]
story-canal-text-1-wrap bbox=[654, 2106, 852, 2278]
story-transformer-subhead: जेई की मनमानी का खामियाजा भुगत रहे ग्रामीण bbox=[794, 258, 931, 330]
registration-dot bbox=[1464, 2419, 1479, 2434]
school-team-photo bbox=[11, 1202, 432, 1391]
pay-table-header: पूर्व वेतन bbox=[907, 1223, 961, 1238]
pay-table-cell: जिला प्रबंधक bbox=[696, 1238, 793, 1253]
story-bpm-text-2: परिवर्तित हो गया है। जो संवर्ग प्रत्येक माहवपूर्ण कार्यक्रम चाहे कोविड के समय पर स्वास्थ्य विभाग प्रबंधन का कार्य हो या कोविड टीकाकरण का चाहे स्वास्थ्य विभाग के समस्त राष्ट्रीय कार्यक्रमों का प्रबंधन हो अपने कार्य को पूरी निष्ठा व लगन से करता रहा है। उसके लिए विभाग का इस प्रकार का व्यवहार कहां तक उचित है? मजे की बात ये है की जहां इस ग्रेड पे निर्धारण के पश्चात सभी संवर्गों का वेतन बढ़ा है bbox=[442, 1475, 645, 1642]
registration-dot bbox=[1161, 2419, 1177, 2434]
